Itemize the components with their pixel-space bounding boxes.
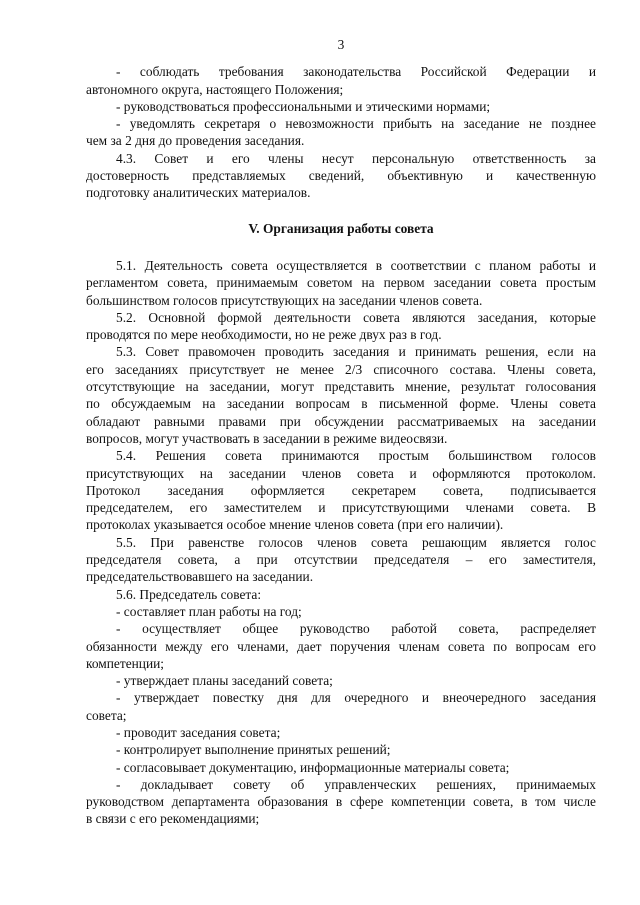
text-line: председателем, его заместителем и присутствующими членами совета. В [86,500,596,516]
text-line: обладают равными правами при обсуждении рассматриваемых на заседании [86,413,596,429]
text-line: регламентом совета, принимаемым советом на первом заседании совета простым [86,275,596,291]
text-line: присутствующих на заседании членов совета и оформляются протоколом. [86,465,596,481]
text-line: - докладывает совету об управленческих решениях, принимаемых [116,776,596,792]
text-block-organization [86,257,596,828]
text-line: 5.6. Председатель совета: [116,586,262,602]
text-line: 5.4. Решения совета принимаются простым большинством голосов [116,448,596,464]
text-line: Протокол заседания оформляется секретарем совета, подписывается [86,482,596,498]
text-line: большинством голосов присутствующих на заседании членов совета. [86,292,483,308]
text-line: - осуществляет общее руководство работой совета, распределяет [116,621,596,637]
text-block-obligations [86,63,596,201]
text-line: автономного округа, настоящего Положения; [86,81,344,97]
text-line: отсутствующие на заседании, могут представить мнение, результат голосования [86,379,596,395]
text-line: компетенции; [86,655,165,671]
text-line: 5.2. Основной формой деятельности совета являются заседания, которые [116,309,596,325]
text-line: 4.3. Совет и его члены несут персональную ответственность за [116,150,596,166]
text-line: чем за 2 дня до проведения заседания. [86,133,305,149]
text-line: - проводит заседания совета; [116,724,281,740]
text-line: по обсуждаемым на заседании вопросам в письменной форме. Члены совета [86,396,596,412]
text-line: председательствовавшего на заседании. [86,569,314,585]
text-line: председателя совета, а при отсутствии председателя – его заместителя, [86,552,596,568]
text-line: в связи с его рекомендациями; [86,811,260,827]
text-line: 5.3. Совет правомочен проводить заседания и принимать решения, если на [116,344,596,360]
section-heading: V. Организация работы совета [248,220,434,236]
text-line: протоколах указывается особое мнение членов совета (при его наличии). [86,517,504,533]
page-number: 3 [337,37,345,52]
text-line: - соблюдать требования законодательства Российской Федерации и [116,64,596,80]
text-line: - составляет план работы на год; [116,603,302,619]
text-line: вопросов, могут участвовать в заседании в режиме видеосвязи. [86,430,448,446]
text-line: совета; [86,707,127,723]
text-line: руководством департамента образования в сфере компетенции совета, в том числе [86,794,596,810]
text-line: достоверность представляемых сведений, объективную и качественную [86,168,596,184]
text-line: - руководствоваться профессиональными и этическими нормами; [116,98,491,114]
text-line: проводятся по мере необходимости, но не реже двух раз в год. [86,327,442,343]
text-line: его заседаниях присутствует не менее 2/3 списочного состава. Члены совета, [86,361,596,377]
text-line: подготовку аналитических материалов. [86,185,311,201]
text-line: - согласовывает документацию, информационные материалы совета; [116,759,510,775]
text-line: - контролирует выполнение принятых решений; [116,742,391,758]
text-line: - уведомлять секретаря о невозможности прибыть на заседание не позднее [116,116,596,132]
text-line: 5.1. Деятельность совета осуществляется в соответствии с планом работы и [116,257,596,273]
text-line: - утверждает повестку дня для очередного и внеочередного заседания [116,690,596,706]
text-line: обязанности между его членами, дает поручения членам совета по вопросам его [86,638,596,654]
text-line: - утверждает планы заседаний совета; [116,673,333,689]
text-line: 5.5. При равенстве голосов членов совета решающим является голос [116,534,596,550]
